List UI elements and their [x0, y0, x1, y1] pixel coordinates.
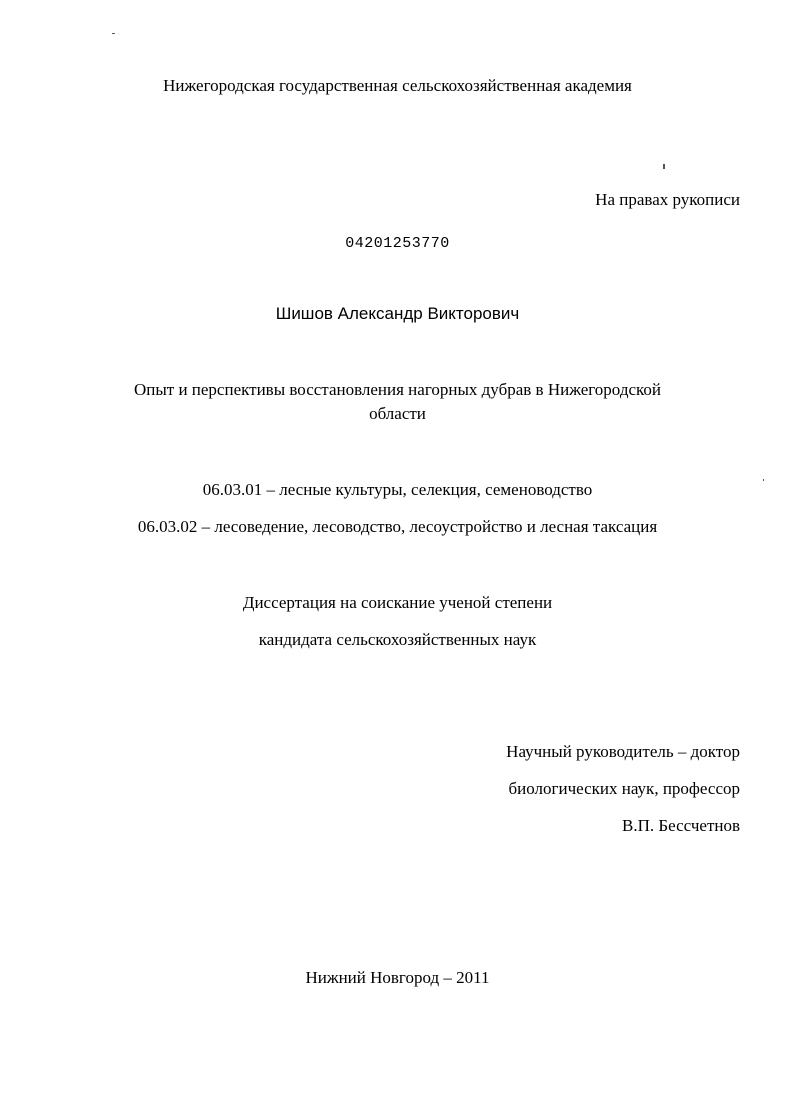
specialty-code-1: 06.03.01 – лесные культуры, селекция, семеноводство [202, 480, 593, 499]
degree-line-1: Диссертация на соискание ученой степени [242, 593, 553, 612]
dissertation-title-line-2: области [369, 404, 426, 423]
city-and-year: Нижний Новгород – 2011 [305, 968, 490, 987]
scan-speck [112, 33, 115, 34]
author-name: Шишов Александр Викторович [275, 304, 520, 323]
rights-note: На правах рукописи [595, 190, 740, 209]
supervisor-line-2: биологических наук, профессор [508, 779, 740, 798]
dissertation-title-line-1: Опыт и перспективы восстановления нагорных дубрав в Нижегородской [133, 380, 662, 399]
registration-number: 04201253770 [345, 235, 450, 252]
supervisor-line-1: Научный руководитель – доктор [506, 742, 740, 761]
degree-line-2: кандидата сельскохозяйственных наук [258, 630, 537, 649]
supervisor-name: В.П. Бессчетнов [622, 816, 740, 835]
institution-name: Нижегородская государственная сельскохозяйственная академия [163, 76, 632, 95]
scan-speck [663, 164, 665, 169]
specialty-code-2: 06.03.02 – лесоведение, лесоводство, лесоустройство и лесная таксация [137, 517, 658, 536]
